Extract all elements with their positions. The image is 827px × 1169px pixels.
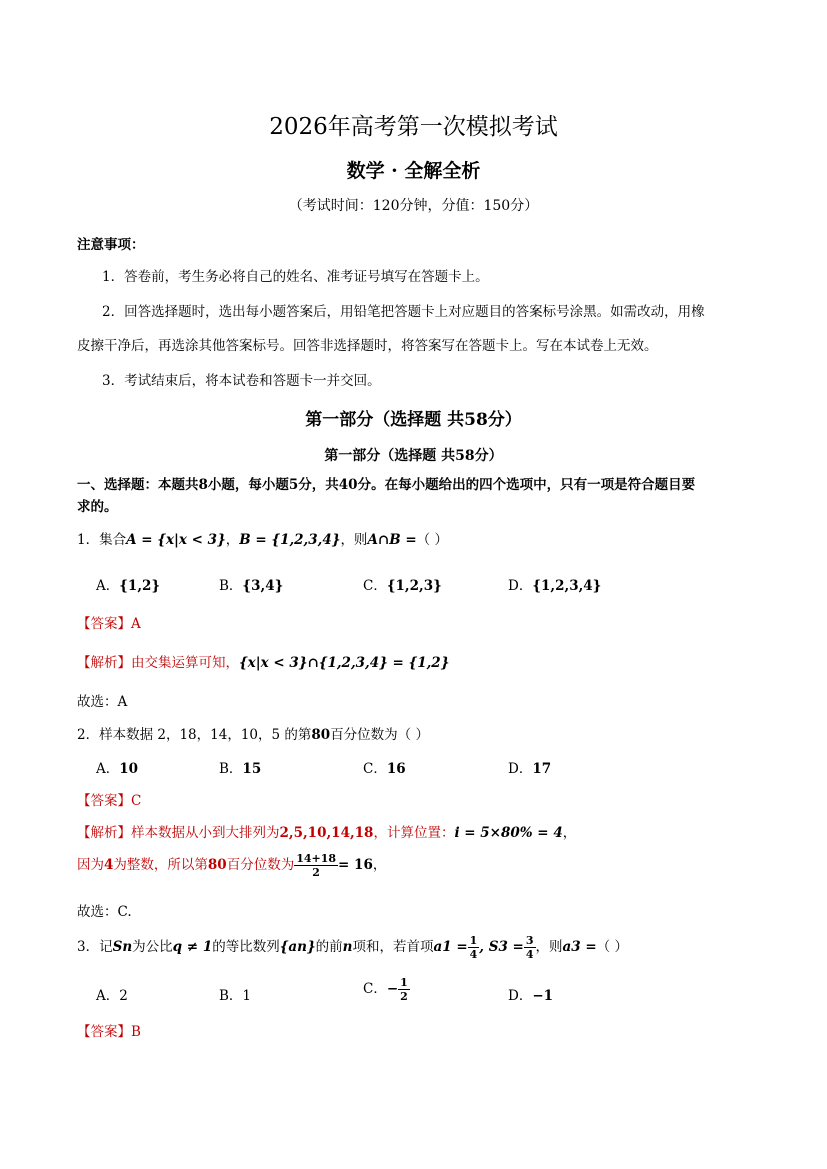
q1-conclusion: 故选：A: [77, 694, 128, 710]
note-item-2: 2．回答选择题时，选出每小题答案后，用铅笔把答题卡上对应题目的答案标号涂黑。如需改动，用橡: [102, 304, 705, 320]
position-expression: i = 5×80% = 4: [454, 825, 563, 841]
page-subtitle: 数学 · 全解全析: [346, 160, 481, 182]
analysis-text: ，计算位置：: [373, 825, 455, 841]
option-value: 15: [242, 761, 262, 777]
q3-sequence: {an}: [279, 939, 316, 955]
fraction-denominator: 4: [469, 948, 478, 961]
q1-option-c: [363, 574, 442, 594]
q1-prefix: 1．集合: [77, 532, 127, 548]
q3-n: n: [342, 939, 353, 955]
option-value: 2: [119, 988, 128, 1004]
fraction: [468, 934, 480, 961]
q3-sn: Sn: [112, 939, 133, 955]
q2-suffix: 百分位数为（ ）: [330, 727, 429, 743]
q1-mid: ，: [225, 532, 240, 548]
option-value: {1,2}: [119, 578, 161, 594]
section-subheading: 第一部分（选择题 共58分）: [324, 448, 503, 464]
q3-answer: [77, 1020, 141, 1040]
q3-a1: a1 =: [433, 939, 468, 955]
fraction-denominator: 2: [400, 990, 408, 1003]
note-item-1: 1．答卷前，考生务必将自己的姓名、准考证号填写在答题卡上。: [102, 269, 489, 285]
answer-value: C: [131, 793, 142, 809]
note-item-3: 3．考试结束后，将本试卷和答题卡一并交回。: [102, 373, 381, 389]
fraction-denominator: 4: [525, 948, 534, 961]
q3-prefix: 3．记: [77, 939, 113, 955]
q3-text: 的前: [315, 939, 343, 955]
question-3-stem: [77, 934, 628, 961]
analysis-expression: {x|x < 3}∩{1,2,3,4} = {1,2}: [239, 655, 450, 671]
q2-option-d: [508, 757, 551, 777]
sorted-data: 2,5,10,14,18: [279, 825, 374, 841]
option-letter: B．: [219, 761, 243, 777]
option-value: 17: [532, 761, 552, 777]
option-letter: A．: [96, 988, 120, 1004]
section-instructions-1: 一、选择题：本题共8小题，每小题5分，共40分。在每小题给出的四个选项中，只有一项是符合题目要: [77, 477, 696, 493]
q2-conclusion: 故选：C.: [77, 904, 132, 920]
q2-percentile: 80: [311, 727, 331, 743]
q3-s3: , S3 =: [479, 939, 524, 955]
analysis-number: 4: [104, 857, 114, 873]
option-letter: D．: [508, 988, 533, 1004]
q1-option-b: [219, 574, 283, 594]
answer-value: B: [131, 1024, 141, 1040]
option-value: 10: [119, 761, 139, 777]
analysis-text: 由交集运算可知，: [131, 655, 239, 671]
analysis-text: 为整数，所以第: [113, 857, 208, 873]
option-letter: A．: [96, 761, 120, 777]
fraction: [524, 934, 536, 961]
q1-intersection: A∩B =: [367, 532, 417, 548]
analysis-label: 【解析】: [77, 825, 131, 841]
punctuation: ，: [372, 857, 387, 873]
q2-option-c: [363, 757, 406, 777]
answer-label: 【答案】: [77, 616, 131, 632]
analysis-label: 【解析】: [77, 655, 131, 671]
fraction: [398, 976, 410, 1003]
option-letter: C．: [363, 578, 387, 594]
q1-mid2: ，则: [340, 532, 368, 548]
page-title: 2026年高考第一次模拟考试: [269, 114, 558, 140]
question-1-stem: [77, 528, 448, 548]
q2-stem-text: 2．样本数据 2，18，14，10，5 的第: [77, 727, 312, 743]
q3-text: 的等比数列: [212, 939, 280, 955]
q2-analysis-1: [77, 821, 576, 841]
option-value: {1,2,3}: [386, 578, 442, 594]
q3-suffix: （ ）: [596, 939, 628, 955]
option-value: {3,4}: [242, 578, 284, 594]
q2-answer: [77, 789, 141, 809]
fraction-numerator: 14+18: [296, 852, 337, 865]
answer-value: A: [131, 616, 141, 632]
option-letter: A．: [96, 578, 120, 594]
option-letter: B．: [219, 988, 243, 1004]
punctuation: ，: [562, 825, 577, 841]
q3-text: ，则: [535, 939, 563, 955]
option-value: −1: [532, 988, 554, 1004]
option-letter: B．: [219, 578, 243, 594]
q3-option-d: [508, 984, 553, 1004]
option-value: −: [386, 981, 399, 997]
q3-a3: a3 =: [562, 939, 597, 955]
q1-option-d: [508, 574, 601, 594]
analysis-number: 80: [207, 857, 227, 873]
question-2-stem: [77, 723, 429, 743]
option-letter: D．: [508, 578, 533, 594]
answer-label: 【答案】: [77, 793, 131, 809]
analysis-text: 样本数据从小到大排列为: [131, 825, 280, 841]
q1-analysis: [77, 651, 449, 671]
analysis-text: 因为: [77, 857, 104, 873]
option-value: 1: [242, 988, 252, 1004]
q1-set-a: A = {x|x < 3}: [126, 532, 226, 548]
answer-label: 【答案】: [77, 1024, 131, 1040]
q2-option-a: [96, 757, 138, 777]
fraction-denominator: 2: [312, 866, 320, 879]
q1-answer: [77, 612, 141, 632]
q3-text: 为公比: [132, 939, 173, 955]
q2-option-b: [219, 757, 261, 777]
option-value: 16: [386, 761, 406, 777]
notes-heading: 注意事项：: [77, 237, 145, 253]
q3-option-a: [96, 984, 128, 1004]
q1-option-a: [96, 574, 160, 594]
q1-set-b: B = {1,2,3,4}: [239, 532, 341, 548]
fraction-numerator: 1: [469, 934, 478, 947]
q3-text: 项和，若首项: [352, 939, 434, 955]
option-value: {1,2,3,4}: [532, 578, 602, 594]
section-instructions-2: 求的。: [77, 499, 118, 515]
analysis-text: 百分位数为: [226, 857, 295, 873]
q1-suffix: （ ）: [416, 532, 448, 548]
q3-option-c: [363, 976, 410, 1003]
fraction-numerator: 3: [525, 934, 534, 947]
result-value: = 16: [338, 857, 373, 873]
section-heading: 第一部分（选择题 共58分）: [305, 410, 522, 430]
fraction-numerator: 1: [400, 976, 408, 989]
option-letter: C．: [363, 761, 387, 777]
q2-analysis-2: [77, 852, 386, 879]
option-letter: D．: [508, 761, 533, 777]
note-item-2-cont: 皮擦干净后，再选涂其他答案标号。回答非选择题时，将答案写在答题卡上。写在本试卷上无效。: [77, 338, 658, 354]
exam-time-info: （考试时间：120分钟，分值：150分）: [288, 198, 539, 214]
q3-option-b: [219, 984, 251, 1004]
option-letter: C．: [363, 981, 387, 997]
q3-ratio: q ≠ 1: [172, 939, 213, 955]
fraction: [294, 852, 338, 879]
